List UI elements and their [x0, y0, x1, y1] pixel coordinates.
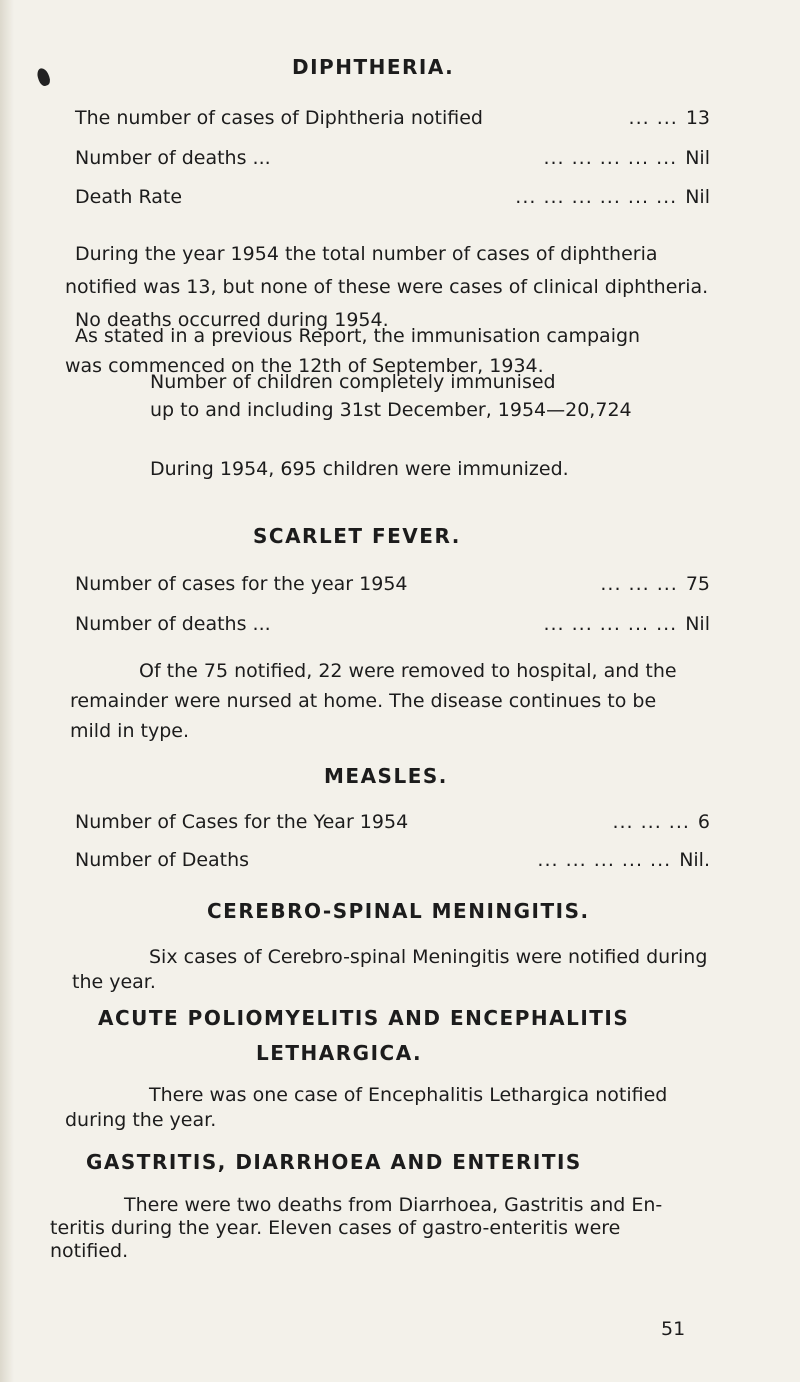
scarlet-fever-heading: SCARLET FEVER. — [253, 524, 461, 548]
leader-dots: ... ... ... ... ... — [537, 849, 672, 871]
page-edge-shadow — [0, 0, 14, 1382]
text-line: No deaths occurred during 1954. — [75, 309, 389, 331]
ink-blot-mark — [35, 67, 51, 88]
text-line: There were two deaths from Diarrhoea, Gastritis and En- — [124, 1194, 663, 1216]
scarlet-cases-row — [75, 573, 710, 595]
immunised-children-statement — [150, 368, 632, 424]
meningitis-paragraph — [72, 945, 708, 995]
text-line: Number of children completely immunised — [150, 371, 556, 393]
row-label: Number of cases for the year 1954 — [75, 573, 408, 595]
meningitis-heading: CEREBRO-SPINAL MENINGITIS. — [207, 899, 590, 923]
text-line: notified. — [50, 1240, 129, 1262]
text-line: Six cases of Cerebro-spinal Meningitis were notified during — [149, 946, 708, 968]
text-line: up to and including 31st December, 1954—20,724 — [150, 399, 632, 421]
row-label: Number of deaths ... — [75, 147, 271, 169]
text-line: remainder were nursed at home. The disease continues to be — [70, 690, 657, 712]
page-number: 51 — [661, 1318, 686, 1340]
gastritis-paragraph — [50, 1194, 662, 1263]
row-value: Nil — [685, 147, 710, 169]
diphtheria-deaths-row — [75, 147, 710, 169]
text-line: During the year 1954 the total number of cases of diphtheria — [75, 243, 658, 265]
row-value: 75 — [685, 573, 710, 595]
measles-heading: MEASLES. — [324, 764, 448, 788]
row-value: Nil — [685, 613, 710, 635]
text-line: was commenced on the 12th of September, 1934. — [65, 355, 544, 377]
gastritis-heading: GASTRITIS, DIARRHOEA AND ENTERITIS — [86, 1150, 582, 1174]
text-line: During 1954, 695 children were immunized. — [150, 458, 569, 480]
leader-dots: ... ... ... — [612, 811, 690, 833]
leader-dots: ... ... ... ... ... — [543, 147, 678, 169]
text-line: There was one case of Encephalitis Lethargica notified — [149, 1084, 668, 1106]
leader-dots: ... ... ... ... ... — [543, 613, 678, 635]
text-line: during the year. — [65, 1109, 217, 1131]
diphtheria-death-rate-row — [75, 186, 710, 208]
row-value: 6 — [697, 811, 710, 833]
immunized-during-1954 — [150, 453, 569, 486]
row-label: Death Rate — [75, 186, 183, 208]
row-value: Nil. — [679, 849, 710, 871]
diphtheria-heading: DIPHTHERIA. — [292, 55, 455, 79]
diphtheria-cases-row — [75, 107, 710, 129]
text-line: mild in type. — [70, 720, 190, 742]
leader-dots: ... ... ... ... ... ... — [515, 186, 678, 208]
text-line: As stated in a previous Report, the immunisation campaign — [75, 325, 641, 347]
leader-dots: ... ... ... — [600, 573, 678, 595]
measles-cases-row — [75, 811, 710, 833]
row-label: The number of cases of Diphtheria notified — [75, 107, 483, 129]
text-line: notified was 13, but none of these were cases of clinical diphtheria. — [65, 276, 709, 298]
text-line: Of the 75 notified, 22 were removed to hospital, and the — [139, 660, 677, 682]
row-label: Number of deaths ... — [75, 613, 271, 635]
scarlet-deaths-row — [75, 613, 710, 635]
row-label: Number of Cases for the Year 1954 — [75, 811, 409, 833]
polio-heading-line-2: LETHARGICA. — [256, 1041, 423, 1065]
row-label: Number of Deaths — [75, 849, 250, 871]
text-line: teritis during the year. Eleven cases of gastro-enteritis were — [50, 1217, 621, 1239]
row-value: Nil — [685, 186, 710, 208]
text-line: the year. — [72, 971, 156, 993]
measles-deaths-row — [75, 849, 710, 871]
leader-dots: ... ... — [628, 107, 678, 129]
polio-heading-line-1: ACUTE POLIOMYELITIS AND ENCEPHALITIS — [98, 1006, 630, 1030]
scarlet-fever-paragraph — [70, 656, 677, 746]
row-value: 13 — [685, 107, 710, 129]
polio-paragraph — [65, 1083, 668, 1133]
